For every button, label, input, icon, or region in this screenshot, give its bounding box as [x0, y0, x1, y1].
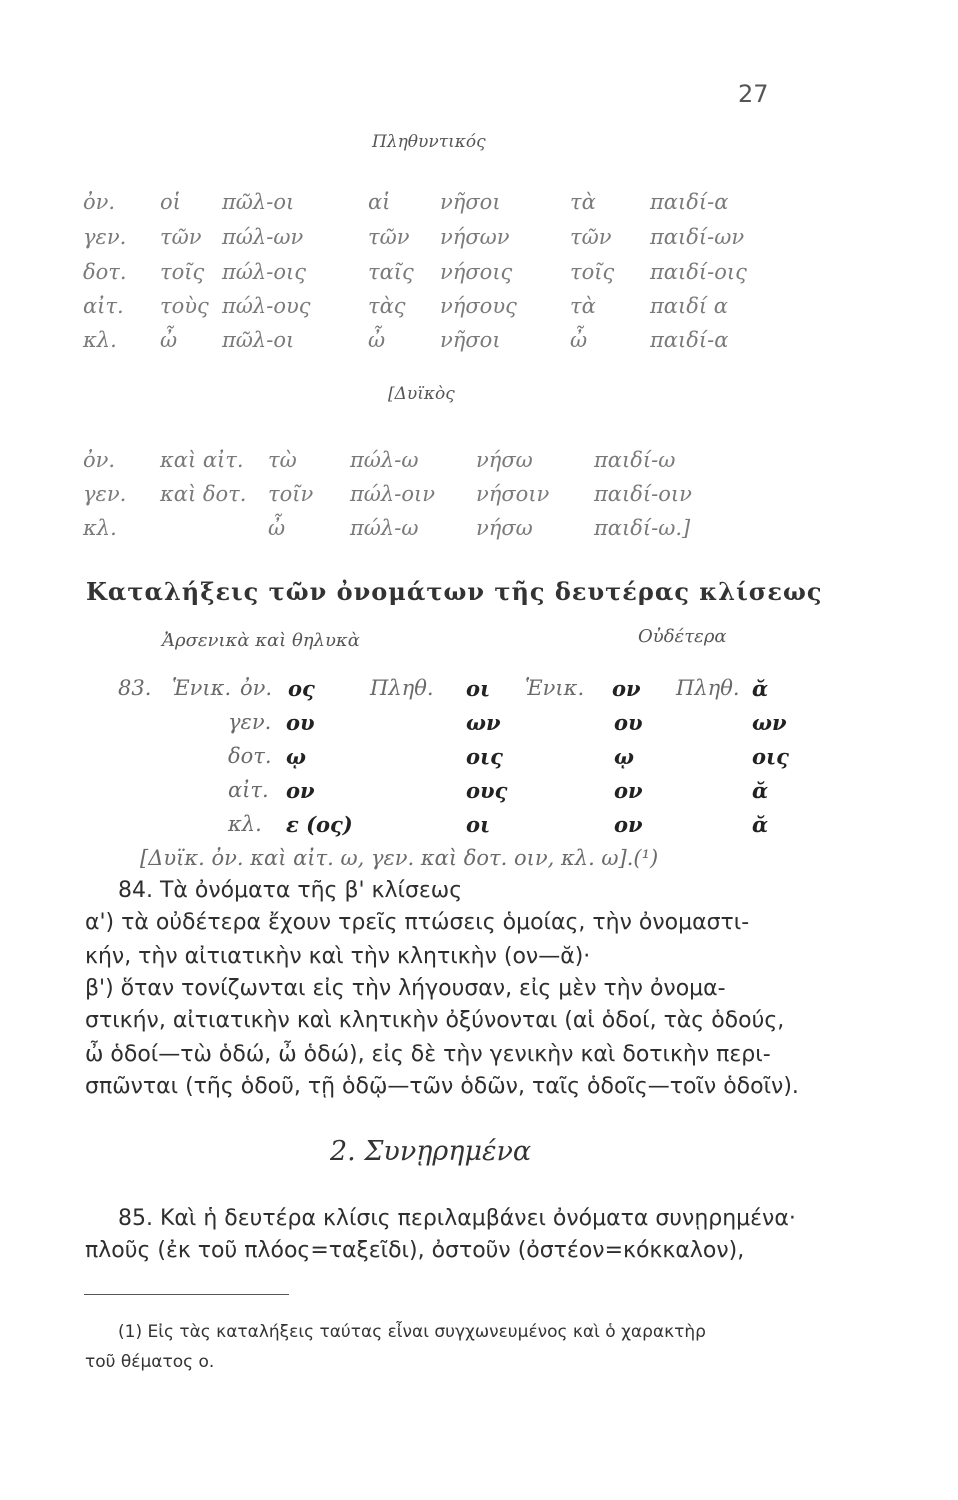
dual-cell-pre: καὶ αἰτ. [160, 448, 244, 472]
plural-cell-case: γεν. [83, 225, 127, 249]
subsection-heading: 2. Συνῃρημένα [330, 1136, 532, 1167]
plural-cell-case: ὀν. [83, 190, 116, 214]
dual-cell-art: τὼ [268, 448, 297, 472]
section-title: Καταλήξεις τῶν ὀνομάτων τῆς δευτέρας κλίσεως [86, 577, 823, 606]
plural-cell-a1: τοῖς [160, 260, 205, 284]
plural-cell-b2: νῆσοι [440, 328, 501, 352]
plural-cell-case: δοτ. [83, 260, 127, 284]
plural-cell-a2: πώλ-ων [222, 225, 304, 249]
plural-label-masc: Πληθ. [370, 676, 434, 700]
paragraph-85-line: 85. Καὶ ἡ δευτέρα κλίσις περιλαμβάνει ὀνόματα συνῃρημένα· [118, 1206, 796, 1231]
dual-cell-case: ὀν. [83, 448, 116, 472]
paragraph-84-line: κήν, τὴν αἰτιατικὴν καὶ τὴν κλητικὴν (ον—ᾰ)· [85, 944, 591, 969]
plural-cell-a1: ὦ [160, 328, 178, 352]
plural-cell-a2: πῶλ-οι [222, 328, 295, 352]
dual-cell-w1: πώλ-οιν [350, 482, 435, 506]
plural-cell-a2: πώλ-οις [222, 260, 306, 284]
dual-cell-case: κλ. [83, 516, 117, 540]
dual-heading: [Δυϊκὸς [388, 384, 455, 404]
dual-cell-w3: παιδί-ω.] [594, 516, 691, 540]
plural-cell-a1: τῶν [160, 225, 202, 249]
neuter-heading: Οὐδέτερα [638, 626, 727, 647]
plural-cell-b1: αἱ [368, 190, 391, 214]
ending-neut-plural: οις [752, 744, 789, 769]
plural-cell-b1: ὦ [368, 328, 386, 352]
dual-cell-w1: πώλ-ω [350, 448, 419, 472]
dual-cell-w1: πώλ-ω [350, 516, 419, 540]
plural-cell-c2: παιδί α [650, 294, 728, 318]
paragraph-84-line: α') τὰ οὐδέτερα ἔχουν τρεῖς πτώσεις ὁμοίας, τὴν ὀνομαστι- [85, 910, 750, 935]
ending-masc-singular: ος [288, 676, 315, 701]
dual-cell-w2: νήσω [476, 448, 533, 472]
ending-neut-plural: ᾰ [752, 778, 769, 803]
singular-label-neut: Ἑνικ. [525, 676, 585, 700]
ending-masc-plural: οι [466, 812, 491, 837]
ending-neut-plural: ᾰ [752, 676, 769, 701]
dual-cell-w3: παιδί-ω [594, 448, 676, 472]
plural-cell-b2: νήσων [440, 225, 510, 249]
ending-masc-singular: ῳ [286, 744, 306, 769]
ending-masc-singular: ου [286, 710, 315, 735]
dual-endings-line: [Δυϊκ. ὀν. καὶ αἰτ. ω, γεν. καὶ δοτ. οιν, κλ. ω].(¹) [140, 846, 659, 870]
plural-cell-b2: νήσους [440, 294, 517, 318]
dual-cell-w2: νήσοιν [476, 482, 550, 506]
plural-cell-a2: πώλ-ους [222, 294, 311, 318]
ending-case-label: κλ. [228, 812, 262, 836]
paragraph-84-line: σπῶνται (τῆς ὁδοῦ, τῇ ὁδῷ—τῶν ὁδῶν, ταῖς ὁδοῖς—τοῖν ὁδοῖν). [85, 1074, 799, 1099]
plural-cell-b1: τὰς [368, 294, 406, 318]
plural-cell-b2: νήσοις [440, 260, 513, 284]
ending-neut-plural: ᾰ [752, 812, 769, 837]
ending-masc-plural: ων [466, 710, 501, 735]
plural-cell-a2: πῶλ-οι [222, 190, 295, 214]
plural-heading: Πληθυντικός [372, 132, 486, 152]
plural-cell-c2: παιδί-α [650, 328, 729, 352]
page-number: 27 [738, 80, 769, 108]
ending-neut-singular: ον [612, 676, 641, 701]
paragraph-84-line: στικήν, αἰτιατικὴν καὶ κλητικὴν ὀξύνονται (αἱ ὁδοί, τὰς ὁδούς, [85, 1008, 785, 1033]
plural-cell-b1: ταῖς [368, 260, 414, 284]
ending-masc-plural: ους [466, 778, 508, 803]
plural-cell-b2: νῆσοι [440, 190, 501, 214]
plural-cell-c1: ὦ [570, 328, 588, 352]
ending-neut-singular: ον [614, 778, 643, 803]
paragraph-85-line: πλοῦς (ἐκ τοῦ πλόος=ταξεῖδι), ὀστοῦν (ὀστέον=κόκκαλον), [85, 1238, 745, 1263]
ending-masc-plural: οι [466, 676, 491, 701]
singular-label-masc: Ἑνικ. [172, 676, 232, 700]
dual-cell-art: τοῖν [268, 482, 314, 506]
paragraph-number-83: 83. [118, 676, 152, 700]
dual-cell-art: ὦ [268, 516, 286, 540]
footnote-line: (1) Εἰς τὰς καταλήξεις ταύτας εἶναι συγχωνευμένος καὶ ὁ χαρακτὴρ [118, 1322, 706, 1342]
plural-label-neut: Πληθ. [676, 676, 740, 700]
paragraph-84-line: β') ὅταν τονίζωνται εἰς τὴν λήγουσαν, εἰς μὲν τὴν ὀνομα- [85, 976, 726, 1001]
paragraph-84-line: ὦ ὁδοί—τὼ ὁδώ, ὦ ὁδώ), εἰς δὲ τὴν γενικὴν καὶ δοτικὴν περι- [85, 1042, 771, 1067]
dual-cell-w2: νήσω [476, 516, 533, 540]
plural-cell-c1: τῶν [570, 225, 612, 249]
ending-case-label: δοτ. [228, 744, 272, 768]
dual-cell-case: γεν. [83, 482, 127, 506]
ending-case-label: αἰτ. [228, 778, 269, 802]
plural-cell-b1: τῶν [368, 225, 410, 249]
footnote-rule [84, 1294, 289, 1295]
ending-masc-singular: ον [286, 778, 315, 803]
ending-masc-singular: ε (ος) [286, 812, 353, 837]
ending-neut-singular: ῳ [614, 744, 634, 769]
ending-case-label: ὀν. [240, 676, 273, 700]
dual-cell-w3: παιδί-οιν [594, 482, 692, 506]
ending-neut-singular: ου [614, 710, 643, 735]
plural-cell-c2: παιδί-α [650, 190, 729, 214]
dual-cell-pre: καὶ δοτ. [160, 482, 247, 506]
plural-cell-a1: τοὺς [160, 294, 209, 318]
plural-cell-c1: τὰ [570, 190, 596, 214]
paragraph-84-line: 84. Τὰ ὀνόματα τῆς β' κλίσεως [118, 878, 463, 903]
plural-cell-c2: παιδί-ων [650, 225, 745, 249]
plural-cell-case: αἰτ. [83, 294, 124, 318]
footnote-line: τοῦ θέματος ο. [85, 1352, 215, 1372]
plural-cell-a1: οἱ [160, 190, 181, 214]
ending-masc-plural: οις [466, 744, 503, 769]
ending-neut-singular: ον [614, 812, 643, 837]
plural-cell-case: κλ. [83, 328, 117, 352]
masc-fem-heading: Ἀρσενικὰ καὶ θηλυκὰ [162, 630, 360, 651]
ending-case-label: γεν. [228, 710, 272, 734]
ending-neut-plural: ων [752, 710, 787, 735]
plural-cell-c2: παιδί-οις [650, 260, 747, 284]
plural-cell-c1: τοῖς [570, 260, 615, 284]
plural-cell-c1: τὰ [570, 294, 596, 318]
